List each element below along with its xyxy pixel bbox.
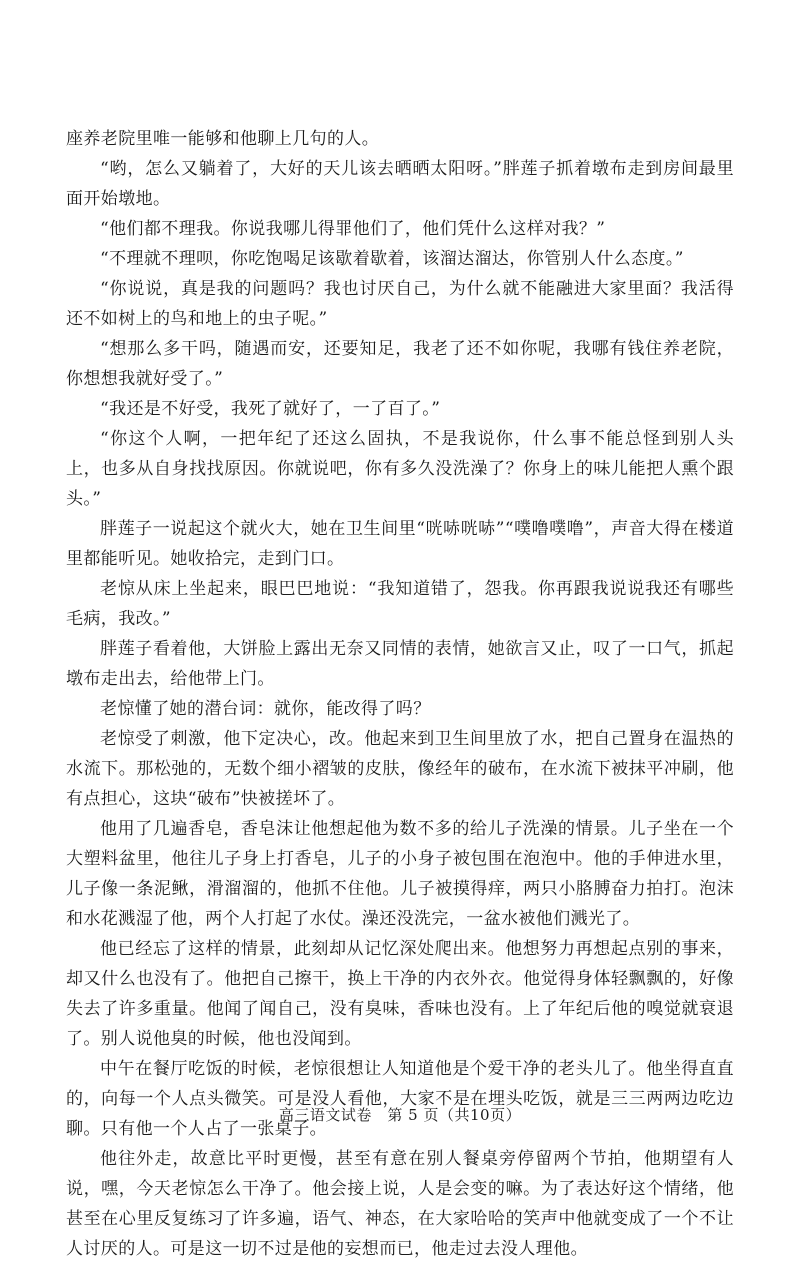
paragraph: “哟，怎么又躺着了，大好的天儿该去晒晒太阳呀。”胖莲子抓着墩布走到房间最里面开始墩地。 [66,159,734,209]
paragraph: “他们都不理我。你说我哪儿得罪他们了，他们凭什么这样对我？” [100,219,606,239]
paragraph: “不理就不理呗，你吃饱喝足该歇着歇着，该溜达溜达，你管别人什么态度。” [100,249,684,269]
paragraph: “想那么多干吗，随遇而安，还要知足，我老了还不如你呢，我哪有钱住养老院，你想想我就好受了。” [66,339,734,389]
paragraph: “你这个人啊，一把年纪了还这么固执，不是我说你，什么事不能总怪到别人头上，也多从自身找找原因。你就说吧，你有多久没洗澡了？你身上的味儿能把人熏个跟头。” [66,429,734,509]
paragraph: 老惊懂了她的潜台词：就你，能改得了吗？ [100,699,431,719]
paragraph: “我还是不好受，我死了就好了，一了百了。” [100,399,441,419]
paragraph: “你说说，真是我的问题吗？我也讨厌自己，为什么就不能融进大家里面？我活得还不如树上的鸟和地上的虫子呢。” [66,279,734,329]
paragraph-continuation: 座养老院里唯一能够和他聊上几句的人。 [66,129,380,149]
article-body [66,124,734,1264]
paragraph: 胖莲子一说起这个就火大，她在卫生间里“咣哧咣哧”“噗噜噗噜”，声音大得在楼道里都能听见。她收拾完，走到门口。 [66,519,734,569]
paragraph: 老惊从床上坐起来，眼巴巴地说：“我知道错了，怨我。你再跟我说说我还有哪些毛病，我改。” [66,579,734,629]
paragraph: 中午在餐厅吃饭的时候，老惊很想让人知道他是个爱干净的老头儿了。他坐得直直的，向每一个人点头微笑。可是没人看他，大家不是在埋头吃饭，就是三三两两边吃边聊。只有他一个人占了一张桌子。 [66,1059,734,1139]
page-footer: 高三语文试卷 第 5 页（共10页） [278,1106,522,1124]
paragraph: 他用了几遍香皂，香皂沫让他想起他为数不多的给儿子洗澡的情景。儿子坐在一个大塑料盆里，他往儿子身上打香皂，儿子的小身子被包围在泡泡中。他的手伸进水里，儿子像一条泥鳅，滑溜溜的，他抓不住他。儿子被摸得痒，两只小胳膊奋力拍打。泡沫和水花溅湿了他，两个人打起了水仗。澡还没洗完，一盆水被他们溅光了。 [66,819,734,929]
paragraph: 他往外走，故意比平时更慢，甚至有意在别人餐桌旁停留两个节拍，他期望有人说，嘿，今天老惊怎么干净了。他会接上说，人是会变的嘛。为了表达好这个情绪，他甚至在心里反复练习了许多遍，语气、神态，在大家哈哈的笑声中他就变成了一个不让人讨厌的人。可是这一切不过是他的妄想而已，他走过去没人理他。 [66,1149,734,1259]
paragraph: 胖莲子看着他，大饼脸上露出无奈又同情的表情，她欲言又止，叹了一口气，抓起墩布走出去，给他带上门。 [66,639,734,689]
paragraph: 老惊受了刺激，他下定决心，改。他起来到卫生间里放了水，把自己置身在温热的水流下。那松弛的，无数个细小褶皱的皮肤，像经年的破布，在水流下被抹平冲刷，他有点担心，这块“破布”快被搓坏了。 [66,729,734,809]
paragraph: 他已经忘了这样的情景，此刻却从记忆深处爬出来。他想努力再想起点别的事来，却又什么也没有了。他把自己擦干，换上干净的内衣外衣。他觉得身体轻飘飘的，好像失去了许多重量。他闻了闻自己，没有臭味，香味也没有。上了年纪后他的嗅觉就衰退了。别人说他臭的时候，他也没闻到。 [66,939,734,1049]
